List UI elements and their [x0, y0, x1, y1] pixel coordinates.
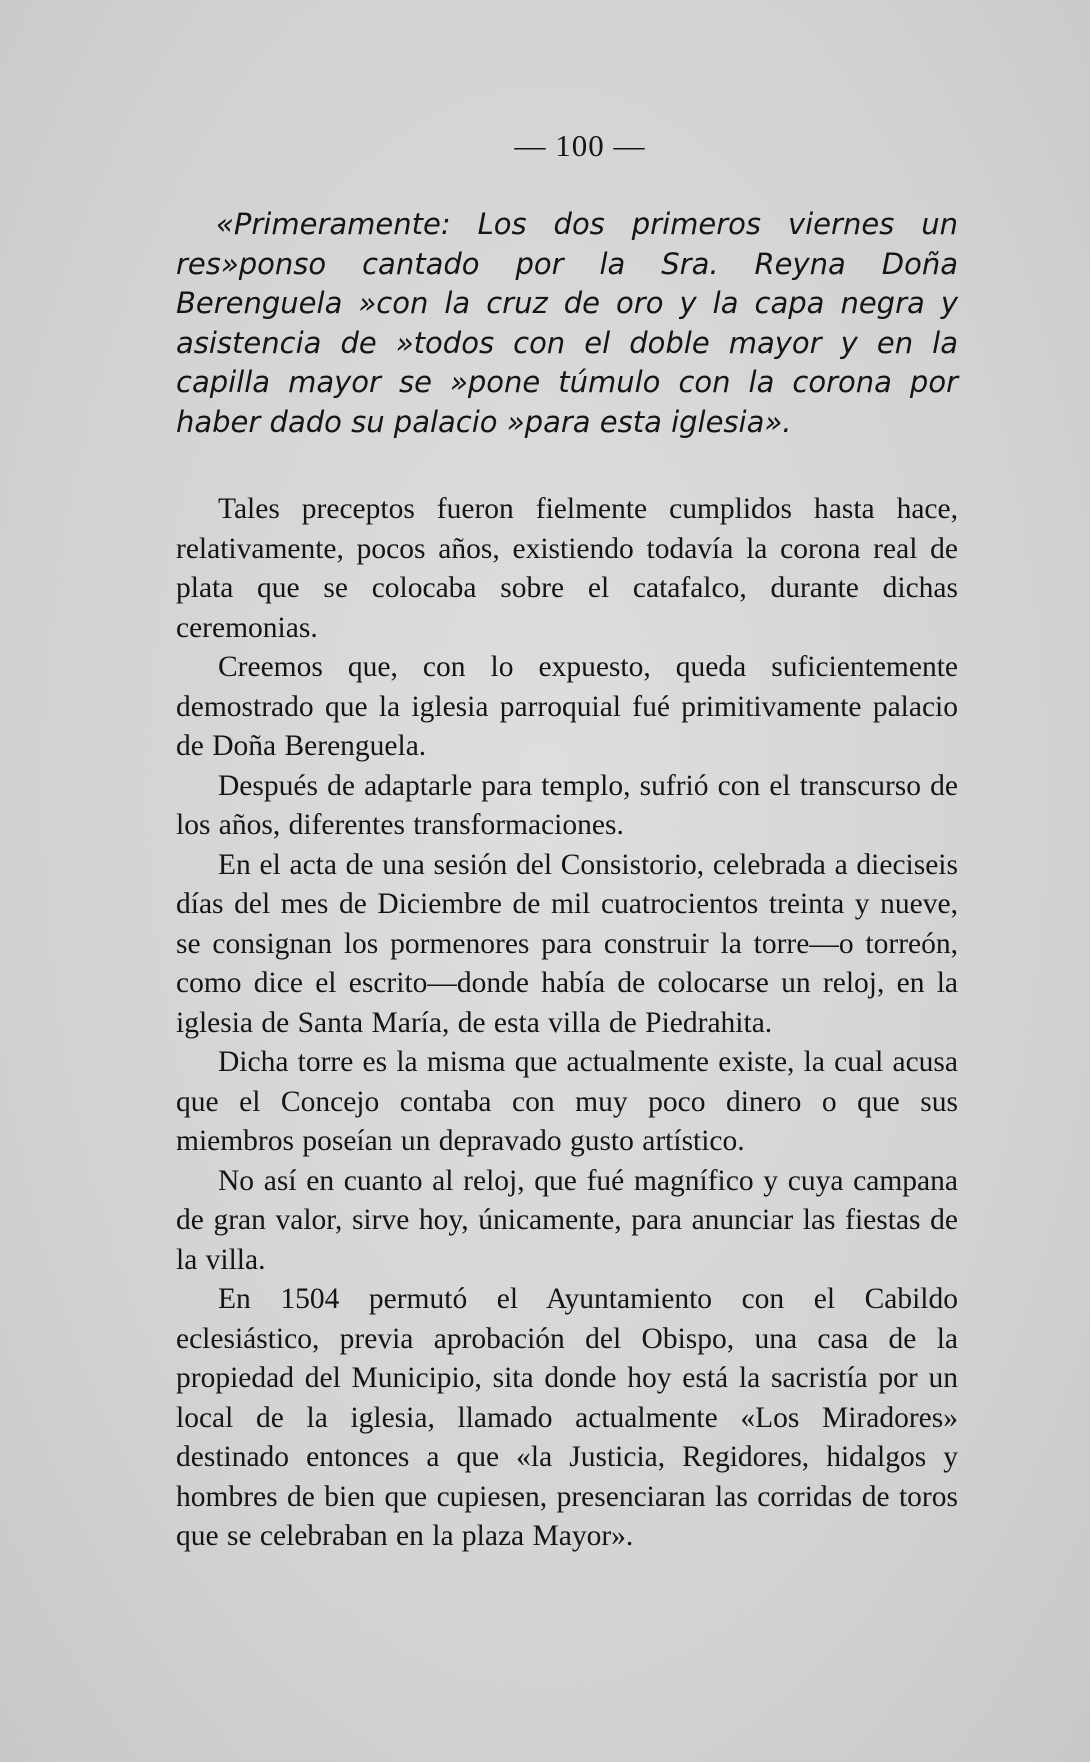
paragraph-7: En 1504 permutó el Ayuntamiento con el Cabildo eclesiástico, previa aprobación del Obispo, una casa de la propiedad del Municipio, sita donde hoy está la sacristía por un local de la iglesia, llamado actualmente «Los Miradores» destinado entonces a que «la Justicia, Regidores, hidalgos y hombres de bien que cupiesen, presenciaran las corridas de toros que se celebraban en la plaza Mayor». — [176, 1283, 958, 1552]
paragraph-4: En el acta de una sesión del Consistorio, celebrada a dieciseis días del mes de Diciembre de mil cuatrocientos treinta y nueve, se consignan los pormenores para construir la torre—o torreón, como dice el escrito—donde había de colocarse un reloj, en la iglesia de Santa María, de esta villa de Piedrahita. — [176, 848, 958, 1039]
paragraph-3: Después de adaptarle para templo, sufrió con el transcurso de los años, diferentes transformaciones. — [176, 769, 958, 841]
quoted-passage — [176, 205, 958, 442]
page-number: — 100 — — [514, 128, 646, 163]
paragraph-1: Tales preceptos fueron fielmente cumplidos hasta hace, relativamente, pocos años, existiendo todavía la corona real de plata que se colocaba sobre el catafalco, durante dichas ceremonias. — [176, 493, 958, 644]
paragraph-5: Dicha torre es la misma que actualmente existe, la cual acusa que el Concejo contaba con muy poco dinero o que sus miembros poseían un depravado gusto artístico. — [176, 1046, 958, 1157]
paragraph-6: No así en cuanto al reloj, que fué magnífico y cuya campana de gran valor, sirve hoy, únicamente, para anunciar las fiestas de la villa. — [176, 1164, 958, 1276]
quote-text: «Primeramente: Los dos primeros viernes un res»ponso cantado por la Sra. Reyna Doña Berenguela »con la cruz de oro y la capa negra y asistencia de »todos con el doble mayor y en la capilla mayor se »pone túmulo con la corona por haber dado su palacio »para esta iglesia». — [176, 207, 958, 439]
body-text — [176, 490, 958, 1557]
paragraph-2: Creemos que, con lo expuesto, queda suficientemente demostrado que la iglesia parroquial fué primitivamente palacio de Doña Berenguela. — [176, 651, 958, 762]
